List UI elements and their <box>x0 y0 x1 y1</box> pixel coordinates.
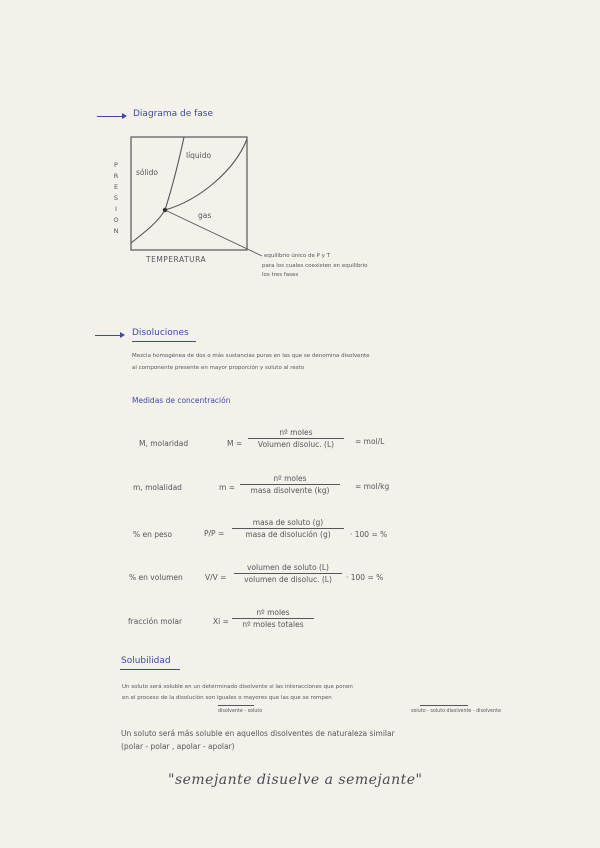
solubility-line-3: Un soluto será más soluble en aquellos disolventes de naturaleza similar <box>121 729 395 738</box>
fraction-numerator: nº moles <box>273 474 307 483</box>
fraction-numerator: nº moles <box>256 608 290 617</box>
solubility-line-2: en el proceso de la disolución son iguales o mayores que las que se rompen <box>122 695 332 701</box>
fraction-numerator: masa de soluto (g) <box>252 518 324 527</box>
heading-underline <box>132 341 196 342</box>
bullet-arrow-icon <box>95 335 123 336</box>
triple-point-pointer <box>167 211 262 256</box>
fraction-denominator: volumen de disoluc. (L) <box>244 575 332 584</box>
row-label: M, molaridad <box>139 439 189 448</box>
heading-underline <box>120 669 180 670</box>
underline-se-rompen <box>420 705 468 706</box>
solid-liquid-curve <box>165 137 184 210</box>
solubility-line-4: (polar - polar , apolar - apolar) <box>121 742 235 751</box>
annotation-right: soluto - soluto disolvente - disolvente <box>411 709 501 714</box>
definition-line-2: al componente presente en mayor proporción y soluto al resto <box>132 365 305 371</box>
fraction-denominator: masa de disolución (g) <box>245 530 331 539</box>
closing-quote: "semejante disuelve a semejante" <box>168 772 423 788</box>
annotation-left: disolvente - soluto <box>218 709 263 714</box>
row-fraction <box>240 474 340 495</box>
row-label: % en peso <box>133 530 173 539</box>
phase-diagram-heading: Diagrama de fase <box>133 109 214 119</box>
fraction-numerator: nº moles <box>279 428 313 437</box>
row-symbol: V/V = <box>205 573 227 582</box>
solubility-heading: Solubilidad <box>121 656 171 666</box>
label-liquid: líquido <box>186 151 212 160</box>
row-symbol: m = <box>219 483 235 492</box>
row-label: fracción molar <box>128 617 183 626</box>
row-fraction <box>234 563 342 584</box>
row-symbol: P/P = <box>204 529 225 538</box>
fraction-denominator: Volumen disoluc. (L) <box>257 440 335 449</box>
sublimation-curve <box>131 210 165 243</box>
dissolutions-heading: Disoluciones <box>132 328 189 338</box>
y-axis-label: P R E S I O N <box>113 161 119 235</box>
vaporization-curve <box>165 139 247 210</box>
triple-point-note-1: equilibrio único de P y T <box>264 253 331 259</box>
fraction-denominator: masa disolvente (kg) <box>250 486 330 495</box>
row-fraction <box>232 608 314 629</box>
row-fraction <box>248 428 344 449</box>
row-fraction <box>232 518 344 539</box>
row-result: · 100 = % <box>346 573 384 582</box>
definition-line-1: Mezcla homogénea de dos o más sustancias puras en las que se denomina disolvente <box>132 353 370 359</box>
concentration-subheading: Medidas de concentración <box>132 396 231 405</box>
solubility-line-1: Un soluto será soluble en un determinado disolvente si las interacciones que ponen <box>122 684 353 690</box>
underline-disolucion <box>218 705 254 706</box>
triple-point-note-3: los tres fases <box>262 272 299 278</box>
row-label: % en volumen <box>129 573 183 582</box>
fraction-numerator: volumen de soluto (L) <box>247 563 329 572</box>
row-result: = mol/kg <box>355 482 390 491</box>
row-symbol: M = <box>227 439 243 448</box>
label-solid: sólido <box>136 168 159 177</box>
row-label: m, molalidad <box>133 483 182 492</box>
x-axis-label: TEMPERATURA <box>146 255 207 264</box>
triple-point <box>163 208 167 212</box>
triple-point-note-2: para los cuales coexisten en equilibrio <box>262 263 368 269</box>
fraction-denominator: nº moles totales <box>242 620 304 629</box>
row-result: = mol/L <box>355 437 385 446</box>
row-symbol: Xi = <box>213 617 229 626</box>
label-gas: gas <box>198 211 212 220</box>
row-result: · 100 = % <box>350 530 388 539</box>
